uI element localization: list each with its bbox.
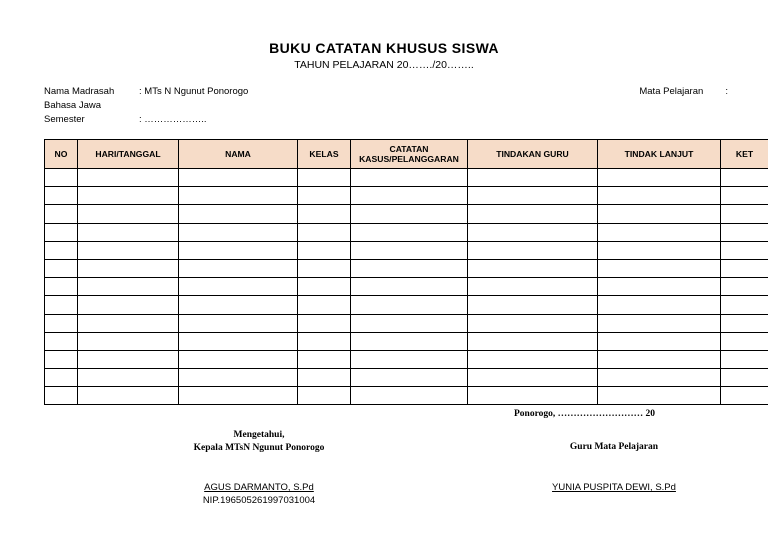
table-cell[interactable] xyxy=(721,241,768,259)
table-row xyxy=(45,259,768,277)
table-cell[interactable] xyxy=(598,369,721,387)
col-header-tindak-lanjut: TINDAK LANJUT xyxy=(598,140,721,169)
table-cell[interactable] xyxy=(721,205,768,223)
table-row xyxy=(45,241,768,259)
table-cell[interactable] xyxy=(78,350,179,368)
meta-block xyxy=(44,85,728,127)
table-cell[interactable] xyxy=(598,296,721,314)
table-cell[interactable] xyxy=(298,187,351,205)
mata-pelajaran-label: Mata Pelajaran xyxy=(639,85,725,99)
madrasah-value: : MTs N Ngunut Ponorogo xyxy=(139,85,248,99)
semester-value: : ……………….. xyxy=(139,113,207,127)
table-cell[interactable] xyxy=(179,350,298,368)
table-cell[interactable] xyxy=(179,387,298,405)
table-cell[interactable] xyxy=(45,278,78,296)
table-cell[interactable] xyxy=(468,387,598,405)
table-cell[interactable] xyxy=(598,205,721,223)
table-row xyxy=(45,223,768,241)
table-cell[interactable] xyxy=(721,350,768,368)
table-cell[interactable] xyxy=(468,278,598,296)
page-title: BUKU CATATAN KHUSUS SISWA xyxy=(0,40,768,56)
table-cell[interactable] xyxy=(468,296,598,314)
semester-label: Semester xyxy=(44,113,139,127)
table-cell[interactable] xyxy=(468,205,598,223)
table-cell[interactable] xyxy=(721,332,768,350)
table-header-row xyxy=(45,140,768,169)
table-cell[interactable] xyxy=(598,187,721,205)
meta-left xyxy=(44,85,728,127)
table-row xyxy=(45,296,768,314)
mata-pelajaran-value: : xyxy=(725,86,728,97)
table-cell[interactable] xyxy=(78,278,179,296)
table-cell[interactable] xyxy=(298,223,351,241)
table-cell[interactable] xyxy=(78,369,179,387)
table-cell[interactable] xyxy=(179,369,298,387)
table-cell[interactable] xyxy=(351,387,468,405)
table-cell[interactable] xyxy=(598,350,721,368)
table-row xyxy=(45,387,768,405)
table-cell[interactable] xyxy=(78,296,179,314)
table-cell[interactable] xyxy=(78,314,179,332)
table-cell[interactable] xyxy=(721,369,768,387)
col-header-hari-tanggal: HARI/TANGGAL xyxy=(78,140,179,169)
meta-row-madrasah xyxy=(44,85,728,99)
col-header-tindakan-guru: TINDAKAN GURU xyxy=(468,140,598,169)
table-cell[interactable] xyxy=(45,296,78,314)
table-row xyxy=(45,187,768,205)
table-cell[interactable] xyxy=(298,369,351,387)
table-cell[interactable] xyxy=(78,259,179,277)
table-cell[interactable] xyxy=(179,314,298,332)
table-row xyxy=(45,369,768,387)
table-cell[interactable] xyxy=(598,223,721,241)
table-cell[interactable] xyxy=(179,259,298,277)
table-cell[interactable] xyxy=(351,169,468,187)
table-cell[interactable] xyxy=(179,241,298,259)
teacher-name: YUNIA PUSPITA DEWI, S.Pd xyxy=(524,481,704,494)
signature-right-name-block xyxy=(524,481,704,494)
table-cell[interactable] xyxy=(598,314,721,332)
table-cell[interactable] xyxy=(45,205,78,223)
meta-right xyxy=(639,85,728,99)
table-cell[interactable] xyxy=(468,259,598,277)
table-cell[interactable] xyxy=(179,205,298,223)
signature-left-heading xyxy=(169,429,349,455)
signature-place-date: Ponorogo, ……………………… 20 xyxy=(514,409,655,419)
table-cell[interactable] xyxy=(351,369,468,387)
table-cell[interactable] xyxy=(598,241,721,259)
table-cell[interactable] xyxy=(721,259,768,277)
table-cell[interactable] xyxy=(351,223,468,241)
table-cell[interactable] xyxy=(45,187,78,205)
table-cell[interactable] xyxy=(351,278,468,296)
madrasah-label: Nama Madrasah xyxy=(44,85,139,99)
table-header xyxy=(45,140,768,169)
table-cell[interactable] xyxy=(721,314,768,332)
table-cell[interactable] xyxy=(298,350,351,368)
table-cell[interactable] xyxy=(598,259,721,277)
col-header-catatan-kasus xyxy=(351,140,468,169)
principal-name: AGUS DARMANTO, S.Pd xyxy=(169,481,349,494)
table-row xyxy=(45,350,768,368)
table-cell[interactable] xyxy=(298,296,351,314)
table-cell[interactable] xyxy=(351,205,468,223)
table-cell[interactable] xyxy=(298,169,351,187)
table-row xyxy=(45,278,768,296)
table-cell[interactable] xyxy=(298,259,351,277)
table-cell[interactable] xyxy=(78,241,179,259)
col-header-catatan-line2: KASUS/PELANGGARAN xyxy=(353,154,465,164)
signature-right-line1: Guru Mata Pelajaran xyxy=(524,441,704,454)
table-cell[interactable] xyxy=(468,187,598,205)
table-cell[interactable] xyxy=(45,332,78,350)
signature-area xyxy=(44,413,728,523)
table-cell[interactable] xyxy=(721,296,768,314)
table-cell[interactable] xyxy=(45,369,78,387)
table-row xyxy=(45,205,768,223)
table-cell[interactable] xyxy=(298,241,351,259)
title-block xyxy=(0,40,768,71)
table-row xyxy=(45,169,768,187)
table-cell[interactable] xyxy=(179,223,298,241)
table-cell[interactable] xyxy=(179,187,298,205)
table-cell[interactable] xyxy=(351,187,468,205)
table-cell[interactable] xyxy=(45,350,78,368)
table-cell[interactable] xyxy=(468,241,598,259)
page-subtitle: TAHUN PELAJARAN 20……./20…….. xyxy=(0,59,768,71)
table-row xyxy=(45,314,768,332)
table-body xyxy=(45,169,768,405)
table-cell[interactable] xyxy=(351,259,468,277)
table-cell[interactable] xyxy=(598,169,721,187)
table-cell[interactable] xyxy=(351,332,468,350)
table-cell[interactable] xyxy=(468,332,598,350)
meta-row-subject-line xyxy=(44,99,728,113)
col-header-kelas: KELAS xyxy=(298,140,351,169)
table-cell[interactable] xyxy=(298,205,351,223)
signature-left-line2: Kepala MTsN Ngunut Ponorogo xyxy=(169,442,349,455)
table-cell[interactable] xyxy=(468,314,598,332)
table-cell[interactable] xyxy=(721,278,768,296)
table-cell[interactable] xyxy=(298,314,351,332)
table-cell[interactable] xyxy=(45,259,78,277)
table-cell[interactable] xyxy=(598,278,721,296)
col-header-no: NO xyxy=(45,140,78,169)
table-cell[interactable] xyxy=(598,387,721,405)
table-cell[interactable] xyxy=(351,241,468,259)
subject-line-value: Bahasa Jawa xyxy=(44,100,101,111)
table-cell[interactable] xyxy=(298,278,351,296)
table-cell[interactable] xyxy=(721,169,768,187)
table-cell[interactable] xyxy=(468,223,598,241)
table-cell[interactable] xyxy=(598,332,721,350)
table-cell[interactable] xyxy=(78,187,179,205)
col-header-nama: NAMA xyxy=(179,140,298,169)
records-table xyxy=(44,139,768,405)
table-cell[interactable] xyxy=(179,332,298,350)
signature-left-name-block xyxy=(169,481,349,507)
document-page xyxy=(0,40,768,543)
signature-right-heading xyxy=(524,441,704,454)
table-cell[interactable] xyxy=(351,350,468,368)
table-cell[interactable] xyxy=(45,241,78,259)
table-cell[interactable] xyxy=(179,169,298,187)
table-cell[interactable] xyxy=(721,223,768,241)
col-header-catatan-line1: CATATAN xyxy=(353,144,465,154)
table-cell[interactable] xyxy=(78,387,179,405)
table-row xyxy=(45,332,768,350)
meta-row-semester xyxy=(44,113,728,127)
table-cell[interactable] xyxy=(298,387,351,405)
table-cell[interactable] xyxy=(179,278,298,296)
table-cell[interactable] xyxy=(78,205,179,223)
table-cell[interactable] xyxy=(351,296,468,314)
table-cell[interactable] xyxy=(45,223,78,241)
table-cell[interactable] xyxy=(721,187,768,205)
table-cell[interactable] xyxy=(468,169,598,187)
table-cell[interactable] xyxy=(45,169,78,187)
table-cell[interactable] xyxy=(78,223,179,241)
table-cell[interactable] xyxy=(45,314,78,332)
table-cell[interactable] xyxy=(78,332,179,350)
table-cell[interactable] xyxy=(468,350,598,368)
principal-nip: NIP.196505261997031004 xyxy=(169,494,349,507)
table-cell[interactable] xyxy=(298,332,351,350)
table-cell[interactable] xyxy=(45,387,78,405)
table-cell[interactable] xyxy=(351,314,468,332)
table-cell[interactable] xyxy=(179,296,298,314)
table-cell[interactable] xyxy=(78,169,179,187)
table-cell[interactable] xyxy=(721,387,768,405)
signature-left-line1: Mengetahui, xyxy=(169,429,349,442)
col-header-ket: KET xyxy=(721,140,768,169)
table-cell[interactable] xyxy=(468,369,598,387)
